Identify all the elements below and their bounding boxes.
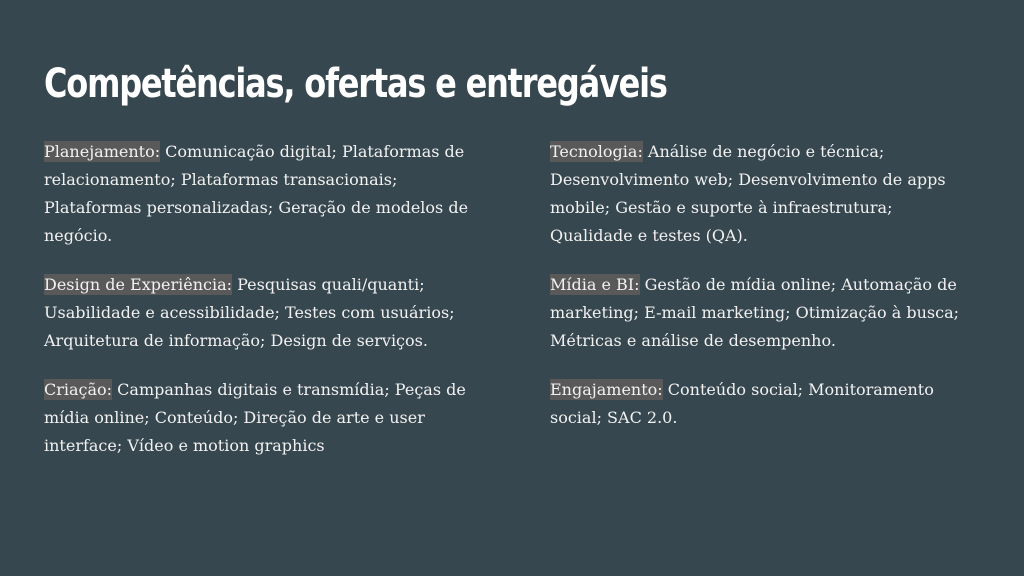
competency-midia-bi <box>550 271 980 355</box>
competency-label-tecnologia: Tecnologia: <box>550 142 643 161</box>
competency-text-midia-bi: Gestão de mídia online; Automação de marketing; E-mail marketing; Otimização à busca; Métricas e análise de desempenho. <box>550 275 960 350</box>
competency-label-engajamento: Engajamento: <box>550 380 663 399</box>
competency-text-engajamento: Conteúdo social; Monitoramento social; SAC 2.0. <box>550 380 934 427</box>
competency-design-experiencia <box>44 271 474 355</box>
competency-criacao <box>44 376 474 460</box>
slide-title: Competências, ofertas e entregáveis <box>44 61 667 107</box>
competency-text-design-experiencia: Pesquisas quali/quanti; Usabilidade e acessibilidade; Testes com usuários; Arquitetura de informação; Design de serviços. <box>44 275 455 350</box>
competency-text-tecnologia: Análise de negócio e técnica; Desenvolvimento web; Desenvolvimento de apps mobile; Gestão e suporte à infraestrutura; Qualidade e testes (QA). <box>550 142 946 245</box>
competency-tecnologia <box>550 138 980 250</box>
competency-text-planejamento: Comunicação digital; Plataformas de relacionamento; Plataformas transacionais; Plataformas personalizadas; Geração de modelos de negócio. <box>44 142 469 245</box>
competency-label-midia-bi: Mídia e BI: <box>550 275 640 294</box>
competency-label-planejamento: Planejamento: <box>44 142 161 161</box>
competency-text-criacao: Campanhas digitais e transmídia; Peças de mídia online; Conteúdo; Direção de arte e user interface; Vídeo e motion graphics <box>44 380 466 455</box>
competency-planejamento <box>44 138 474 250</box>
competency-label-design-experiencia: Design de Experiência: <box>44 275 233 294</box>
competency-label-criacao: Criação: <box>44 380 113 399</box>
competency-engajamento <box>550 376 980 432</box>
